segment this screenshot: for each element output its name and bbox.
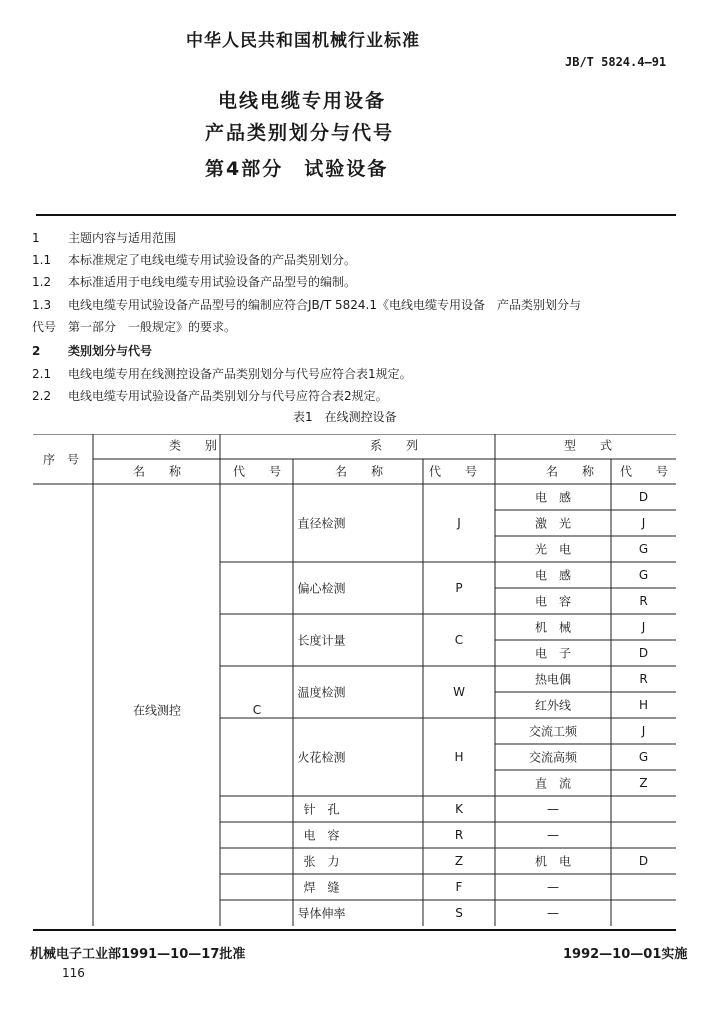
- section-text: 电线电缆专用试验设备产品型号的编制应符合JB/T 5824.1《电线电缆专用设备 产品类别划分与: [68, 298, 581, 312]
- section-number: 2.2: [32, 389, 52, 403]
- model-name: 热电偶: [534, 672, 572, 687]
- section-1-3-cont: [32, 318, 236, 335]
- standard-code: JB/T 5824.4—91: [565, 55, 667, 69]
- model-name: 机 电: [534, 854, 572, 869]
- section-text: 主题内容与适用范围: [68, 231, 177, 245]
- table-grid: [33, 434, 676, 930]
- model-name: 红外线: [534, 698, 572, 713]
- category-name: 在线测控: [132, 703, 182, 718]
- model-code: D: [638, 646, 649, 660]
- section-text: 代号 第一部分 一般规定》的要求。: [32, 320, 237, 334]
- category-code: C: [252, 703, 262, 717]
- series-name: 长度计量: [297, 633, 346, 648]
- series-name: 电 容: [303, 828, 340, 843]
- series-name: 直径检测: [297, 516, 346, 531]
- series-code: R: [454, 828, 464, 842]
- series-name: 焊 缝: [303, 880, 340, 895]
- series-code: F: [455, 880, 463, 894]
- series-code: Z: [454, 854, 464, 868]
- model-code: J: [641, 724, 646, 738]
- model-code: H: [638, 698, 649, 712]
- series-code: J: [457, 516, 461, 530]
- bottom-rule: [33, 929, 676, 931]
- model-name: —: [547, 880, 559, 894]
- series-name: 张 力: [303, 854, 340, 869]
- section-2-2: [32, 387, 388, 404]
- model-code: R: [639, 672, 648, 686]
- header-series-name: 名 称: [334, 464, 384, 479]
- model-name: 电 感: [534, 490, 572, 505]
- model-code: D: [638, 854, 649, 868]
- header-series-code: 代 号: [428, 464, 478, 479]
- series-code: C: [454, 633, 464, 647]
- series-code: H: [454, 750, 464, 764]
- model-code: J: [641, 620, 646, 634]
- header-model-name: 名 称: [545, 464, 595, 479]
- section-number: 2: [32, 344, 41, 358]
- model-name: 直 流: [534, 776, 572, 791]
- model-name: —: [547, 828, 559, 842]
- model-name: —: [547, 906, 559, 920]
- model-name: —: [547, 802, 559, 816]
- model-code: G: [638, 750, 649, 764]
- header-category-name: 名 称: [132, 464, 182, 479]
- header-series: 系 列: [369, 438, 419, 453]
- model-name: 机 械: [534, 620, 572, 635]
- header-seq: 序 号: [42, 452, 80, 467]
- section-text: 电线电缆专用在线测控设备产品类别划分与代号应符合表1规定。: [68, 367, 412, 381]
- header-category-code: 代 号: [232, 464, 282, 479]
- series-code: P: [455, 581, 463, 595]
- model-code: Z: [639, 776, 648, 790]
- series-code: K: [455, 802, 463, 816]
- model-code: G: [638, 568, 649, 582]
- header-model: 型 式: [563, 438, 613, 453]
- model-name: 电 容: [534, 594, 572, 609]
- section-1-2: [32, 273, 356, 290]
- section-text: 类别划分与代号: [68, 344, 153, 358]
- model-code: J: [641, 516, 646, 530]
- model-code: R: [639, 594, 648, 608]
- model-name: 激 光: [534, 516, 572, 531]
- approval-text: 机械电子工业部1991—10—17批准: [30, 947, 246, 962]
- section-1-3: [32, 296, 581, 313]
- section-text: 电线电缆专用试验设备产品类别划分与代号应符合表2规定。: [68, 389, 388, 403]
- section-text: 本标准适用于电线电缆专用试验设备产品型号的编制。: [68, 275, 357, 289]
- section-number: 1: [32, 231, 40, 245]
- model-name: 电 感: [534, 568, 572, 583]
- series-name: 针 孔: [303, 802, 340, 817]
- section-text: 本标准规定了电线电缆专用试验设备的产品类别划分。: [68, 253, 357, 267]
- title-line-3: 第4部分 试验设备: [205, 158, 389, 180]
- page-number: 116: [62, 966, 85, 980]
- section-2-1: [32, 365, 412, 382]
- section-1: [32, 229, 176, 246]
- classification-table: [33, 434, 676, 930]
- section-number: 1.2: [32, 275, 52, 289]
- header-category: 类 别: [168, 438, 218, 453]
- section-number: 1.3: [32, 298, 52, 312]
- model-code: D: [638, 490, 649, 504]
- model-name: 电 子: [534, 646, 572, 661]
- top-rule: [36, 214, 676, 216]
- model-name: 交流工频: [528, 724, 578, 739]
- series-name: 偏心检测: [297, 581, 346, 596]
- series-name: 导体伸率: [297, 906, 346, 921]
- standard-name: 中华人民共和国机械行业标准: [186, 31, 420, 51]
- title-line-1: 电线电缆专用设备: [218, 90, 387, 112]
- series-code: W: [453, 685, 465, 699]
- section-number: 2.1: [32, 367, 52, 381]
- table-caption: 表1 在线测控设备: [293, 410, 397, 424]
- series-name: 火花检测: [297, 750, 346, 765]
- header-model-code: 代 号: [619, 464, 669, 479]
- series-name: 温度检测: [297, 685, 346, 700]
- title-line-2: 产品类别划分与代号: [205, 122, 395, 144]
- model-code: G: [638, 542, 649, 556]
- section-number: 1.1: [32, 253, 52, 267]
- series-code: S: [455, 906, 463, 920]
- model-name: 交流高频: [528, 750, 578, 765]
- section-1-1: [32, 251, 356, 268]
- section-2: [32, 342, 152, 359]
- implementation-text: 1992—10—01实施: [563, 947, 688, 962]
- model-name: 光 电: [534, 542, 572, 557]
